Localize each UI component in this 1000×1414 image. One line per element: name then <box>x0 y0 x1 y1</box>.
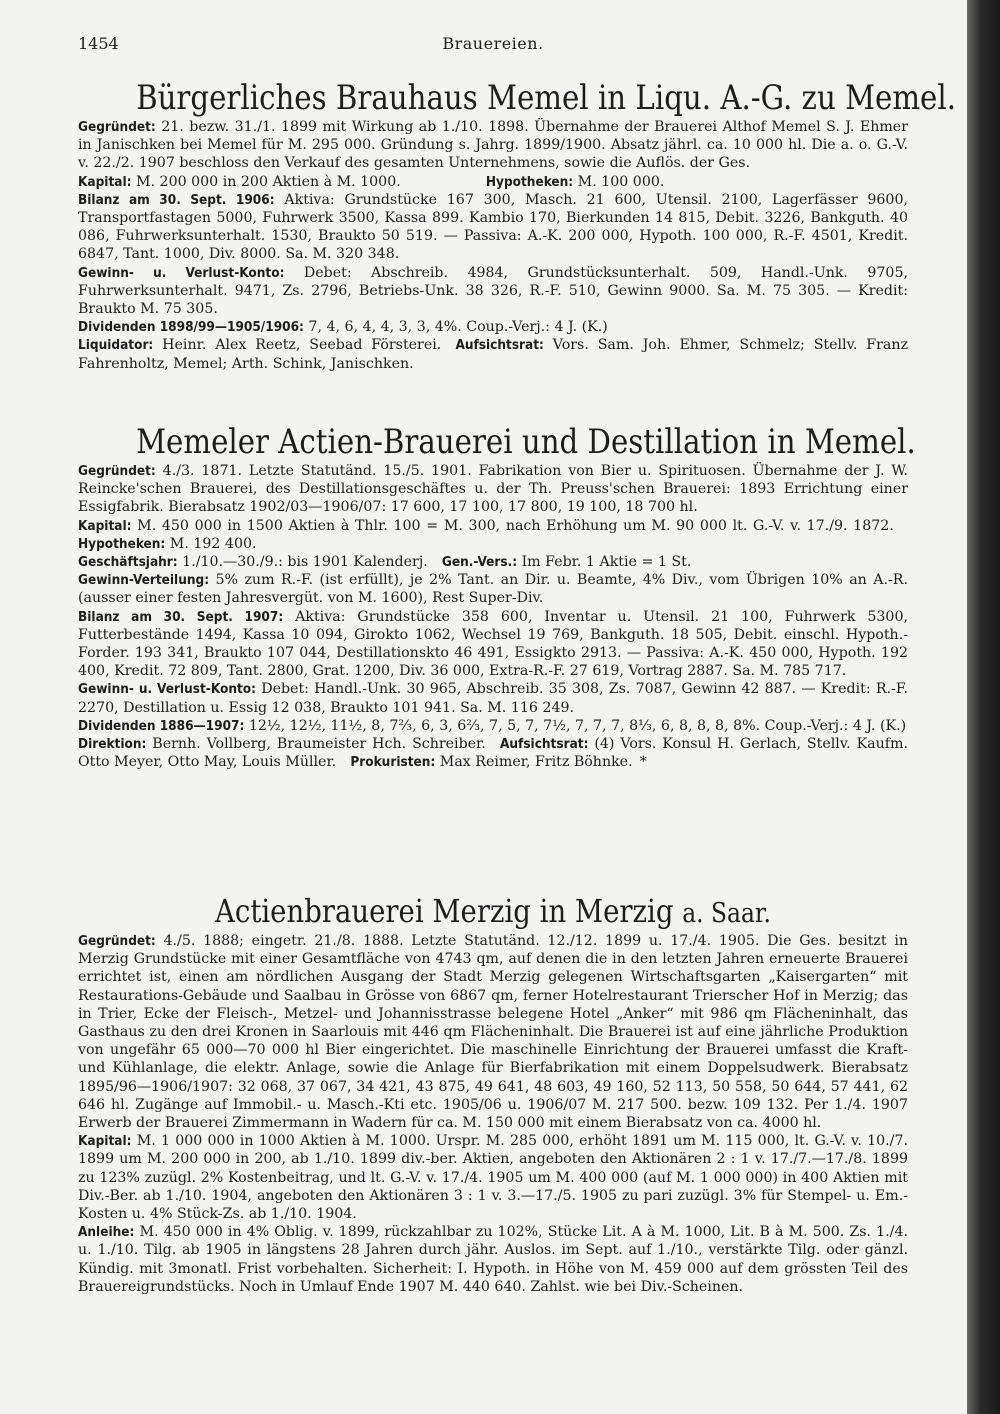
paragraph-dividends: Dividenden 1898/99—1905/1906: 7, 4, 6, 4, 4, 3, 3, 4%. Coup.-Verj.: 4 J. (K.) <box>78 319 608 336</box>
company-entry <box>78 462 908 771</box>
running-title: Brauereien. <box>442 34 544 53</box>
page-header <box>78 34 908 58</box>
paragraph-capital: Kapital: M. 200 000 in 200 Aktien à M. 1000. Hypotheken: M. 100 000. <box>78 173 665 190</box>
footnote-mark: * <box>639 754 647 771</box>
company-entry <box>78 118 908 373</box>
paragraph-capital: Kapital: M. 1 000 000 in 1000 Aktien à M. 1000. Urspr. M. 285 000, erhöht 1891 um M. 115 000, lt. G.-V. v. 10./7. 1899 um M. 200 000 in 200, ab 1./10. 1899 div.-ber. Aktien, angeboten den Aktionären 2 : 1 v. 17./7.—17./8. 1899 zu 123% zuzügl. 2% Kostenbeitrag, und lt. G.-V. v. 17./4. 1905 um M. 400 000 (auf M. 1 000 000) in 400 Aktien mit Div.-Ber. ab 1./10. 1904, angeboten den Aktionären 3 : 1 v. 3.—17./5. 1905 zu pari zuzügl. 3% für Stempel- u. Em.-Kosten u. 4% Stück-Zs. ab 1./10. 1904. <box>78 1133 908 1223</box>
paragraph-profit-distribution: Gewinn-Verteilung: 5% zum R.-F. (ist erfüllt), je 2% Tant. an Dir. u. Beamte, 4% Div., vom Übrigen 10% an A.-R. (ausser einer festen Jahresvergüt. von M. 1600), Rest Super-Div. <box>78 572 908 607</box>
paragraph-bond: Anleihe: M. 450 000 in 4% Oblig. v. 1899, rückzahlbar zu 102%, Stücke Lit. A à M. 1000, Lit. B à M. 500. Zs. 1./4. u. 1./10. Tilg. ab 1905 in längstens 28 Jahren durch jähr. Auslos. im Sept. auf 1./10., verstärkte Tilg. oder gänzl. Kündig. mit 3monatl. Frist vorbehalten. Sicherheit: I. Hypoth. in Höhe von M. 459 000 auf dem grössten Teil des Brauereigrundstücks. Noch in Umlauf Ende 1907 M. 440 640. Zahlst. wie bei Div.-Scheinen. <box>78 1224 908 1295</box>
paragraph-balance: Bilanz am 30. Sept. 1906: Aktiva: Grundstücke 167 300, Masch. 21 600, Utensil. 2100, Lagerfässer 9600, Transportfastagen 5000, Fuhrwerk 3500, Kassa 899. Kambio 170, Bierkunden 14 815, Debit. 3226, Bankguth. 40 086, Fuhrwerksunterhalt. 1530, Braukto 50 519. — Passiva: A.-K. 200 000, Hypoth. 100 000, R.-F. 4501, Kredit. 6847, Tant. 1000, Div. 8000. Sa. M. 320 348. <box>78 191 908 263</box>
company-entry <box>78 932 908 1296</box>
paragraph-management: Direktion: Bernh. Vollberg, Braumeister Hch. Schreiber. Aufsichtsrat: (4) Vors. Konsul H. Gerlach, Stellv. Kaufm. Otto Meyer, Otto May, Louis Müller. Prokuristen: Max Reimer, Fritz Böhnke. * <box>78 736 908 771</box>
section-title: Actienbrauerei Merzig in Merzig a. Saar. <box>215 892 771 930</box>
section-title: Bürgerliches Brauhaus Memel in Liqu. A.-G. zu Memel. <box>136 78 957 118</box>
paragraph-dividends: Dividenden 1886—1907: 12½, 12½, 11½, 8, 7⅔, 6, 3, 6⅔, 7, 5, 7, 7½, 7, 7, 7, 8⅓, 6, 8, 8, 8, 8%. Coup.-Verj.: 4 J. (K.) <box>78 717 907 734</box>
page-edge-shadow <box>967 0 1000 1414</box>
paragraph-capital: Kapital: M. 450 000 in 1500 Aktien à Thlr. 100 = M. 300, nach Erhöhung um M. 90 000 lt. G.-V. v. 17./9. 1872. Hypotheken: M. 192 400. <box>78 517 894 552</box>
section-title: Memeler Actien-Brauerei und Destillation in Memel. <box>136 422 916 462</box>
page-number: 1454 <box>78 34 119 53</box>
paragraph-balance: Bilanz am 30. Sept. 1907: Aktiva: Grundstücke 358 600, Inventar u. Utensil. 21 100, Fuhrwerk 5300, Futterbestände 1494, Kassa 10 094, Girokto 1062, Wechsel 19 769, Bankguth. 18 505, Debit. einschl. Hypoth.-Forder. 193 341, Braukto 107 044, Destillationskto 46 491, Essigkto 2913. — Passiva: A.-K. 450 000, Hypoth. 192 400, Kredit. 72 809, Tant. 2800, Grat. 1200, Div. 36 000, Extra-R.-F. 27 619, Vortrag 2887. Sa. M. 785 717. <box>78 608 908 680</box>
paragraph-founded: Gegründet: 21. bezw. 31./1. 1899 mit Wirkung ab 1./10. 1898. Übernahme der Brauerei Althof Memel S. J. Ehmer in Janischken bei Memel für M. 295 000. Gründung s. Jahrg. 1899/1900. Absatz jährl. ca. 10 000 hl. Die a. o. G.-V. v. 22./2. 1907 beschloss den Verkauf des gesamten Unternehmens, sowie die Auflös. der Ges. <box>78 119 908 172</box>
paragraph-fiscal-year: Geschäftsjahr: 1./10.—30./9.: bis 1901 Kalenderj. Gen.-Vers.: Im Febr. 1 Aktie = 1 St. <box>78 554 692 571</box>
paragraph-profit-loss: Gewinn- u. Verlust-Konto: Debet: Abschreib. 4984, Grundstücksunterhalt. 509, Handl.-Unk. 9705, Fuhrwerksunterhalt. 9471, Zs. 2796, Betriebs-Unk. 38 326, R.-F. 510, Gewinn 9000. Sa. M. 75 305. — Kredit: Braukto M. 75 305. <box>78 264 908 318</box>
paragraph-founded: Gegründet: 4./5. 1888; eingetr. 21./8. 1888. Letzte Statutänd. 12./12. 1899 u. 17./4. 1905. Die Ges. besitzt in Merzig Grundstücke mit einer Gesamtfläche von 4743 qm, auf denen die in den letzten Jahren erneuerte Brauerei errichtet ist, einen am nördlichen Ausgang der Stadt Merzig gelegenen Wirtschaftsgarten „Kaisergarten“ mit Restaurations-Gebäude und Saalbau in Grösse von 6867 qm, ferner Hotelrestaurant Trierscher Hof in Merzig; das in Trier, Ecke der Fleisch-, Metzel- und Johannisstrasse belegene Hotel „Anker“ mit 986 qm Flächeninhalt, das Gasthaus zu den drei Kronen in Saarlouis mit 446 qm Flächeninhalt. Die Brauerei ist auf eine jährliche Produktion von ungefähr 65 000—70 000 hl Bier eingerichtet. Die maschinelle Einrichtung der Brauerei umfasst die Kraft- und Kühlanlage, die elektr. Anlage, sowie die Anlage für Bierfabrikation mit einem Doppelsudwerk. Bierabsatz 1895/96—1906/1907: 32 068, 37 067, 34 421, 43 875, 49 641, 48 603, 49 160, 52 113, 50 558, 50 644, 57 441, 62 646 hl. Zugänge auf Immobil.- u. Masch.-Kti etc. 1905/06 u. 1906/07 M. 217 500. bezw. 109 132. Per 1./4. 1907 Erwerb der Brauerei Zimmermann in Wadern für ca. M. 150 000 mit einem Bierabsatz von ca. 4000 hl. <box>78 933 908 1132</box>
paragraph-profit-loss: Gewinn- u. Verlust-Konto: Debet: Handl.-Unk. 30 965, Abschreib. 35 308, Zs. 7087, Gewinn 42 887. — Kredit: R.-F. 2270, Destillation u. Essig 12 038, Braukto 101 941. Sa. M. 116 249. <box>78 681 908 716</box>
paragraph-management: Liquidator: Heinr. Alex Reetz, Seebad Försterei. Aufsichtsrat: Vors. Sam. Joh. Ehmer, Schmelz; Stellv. Franz Fahrenholtz, Memel; Arth. Schink, Janischken. <box>78 337 908 372</box>
paragraph-founded: Gegründet: 4./3. 1871. Letzte Statutänd. 15./5. 1901. Fabrikation von Bier u. Spirituosen. Übernahme der J. W. Reincke'schen Brauerei, des Destillationsgeschäftes u. der Th. Preuss'schen Brauerei: 1893 Errichtung einer Essigfabrik. Bierabsatz 1902/03—1906/07: 17 600, 17 100, 17 800, 19 100, 18 700 hl. <box>78 463 908 516</box>
